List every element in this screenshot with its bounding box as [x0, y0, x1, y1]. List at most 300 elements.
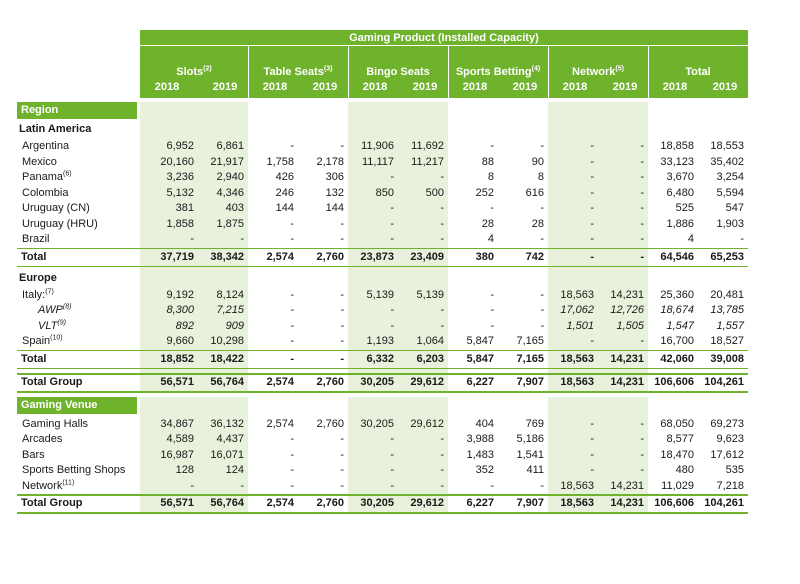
year-header: 2018 — [462, 81, 488, 93]
value-cell: 352 — [475, 464, 494, 476]
value-cell: 3,236 — [166, 171, 194, 183]
value-cell: 39,008 — [710, 352, 744, 365]
year-header: 2018 — [562, 81, 588, 93]
value-cell: 12,726 — [610, 304, 644, 316]
value-cell: 4,589 — [166, 433, 194, 445]
value-cell: 5,132 — [166, 186, 194, 199]
value-cell: 7,907 — [516, 497, 544, 509]
value-cell: 37,719 — [160, 250, 194, 263]
year-header: 2019 — [212, 81, 238, 93]
value-cell: - — [540, 479, 544, 492]
value-cell: 525 — [675, 202, 694, 214]
group-header-table-seats: Table Seats$^{(3)}$ — [263, 65, 333, 78]
value-cell: 13,785 — [710, 304, 744, 316]
value-cell: - — [390, 217, 394, 230]
row-label-gaming-halls: Gaming Halls — [22, 417, 89, 430]
grand-line-bottom — [17, 391, 748, 393]
value-cell: 252 — [475, 186, 494, 199]
value-cell: 1,758 — [266, 155, 294, 168]
value-cell: 7,218 — [716, 479, 744, 492]
value-cell: 11,217 — [411, 155, 444, 168]
value-cell: 9,623 — [716, 433, 744, 445]
value-cell: - — [290, 335, 294, 347]
total-line-top — [17, 248, 748, 249]
value-cell: 18,563 — [560, 352, 594, 365]
value-cell: - — [540, 202, 544, 214]
value-cell: - — [290, 140, 294, 152]
value-cell: 480 — [675, 464, 694, 476]
value-cell: 8,577 — [666, 433, 694, 445]
footnote-marker: (6) — [62, 170, 72, 178]
row-label-spain: Spain$^{(10)}$ — [22, 334, 63, 347]
total-label: Total — [21, 352, 47, 365]
value-cell: - — [340, 140, 344, 152]
value-cell: - — [440, 319, 444, 332]
value-cell: 64,546 — [660, 250, 694, 263]
value-cell: 769 — [525, 417, 544, 430]
value-cell: 18,563 — [560, 288, 594, 301]
value-cell: 68,050 — [660, 417, 694, 430]
section-header: Gaming Venue — [21, 398, 98, 411]
value-cell: 56,571 — [160, 497, 194, 509]
footnote-marker: (2) — [203, 65, 212, 73]
footnote-marker: (4) — [531, 65, 541, 73]
value-cell: 104,261 — [704, 375, 744, 388]
value-cell: 16,071 — [210, 448, 244, 461]
value-cell: 6,480 — [666, 186, 694, 199]
value-cell: - — [490, 319, 494, 332]
value-cell: - — [340, 335, 344, 347]
value-cell: 4,437 — [216, 433, 244, 445]
value-cell: - — [540, 304, 544, 316]
value-cell: 11,029 — [661, 479, 694, 492]
value-cell: 18,563 — [560, 497, 594, 509]
value-cell: - — [240, 479, 244, 492]
total-label: Total — [21, 250, 47, 263]
footnote-marker: (8) — [62, 303, 72, 311]
value-cell: 5,186 — [516, 433, 544, 445]
value-cell: - — [440, 304, 444, 316]
value-cell: 8 — [487, 171, 494, 183]
value-cell: 14,231 — [610, 288, 644, 301]
value-cell: 7,165 — [516, 352, 544, 365]
value-cell: - — [640, 464, 644, 476]
value-cell: 34,867 — [160, 417, 194, 430]
value-cell: 11,117 — [361, 155, 394, 168]
value-cell: - — [340, 288, 344, 301]
value-cell: 2,760 — [316, 250, 344, 263]
value-cell: 6,332 — [366, 352, 394, 365]
value-cell: 144 — [325, 202, 344, 214]
value-cell: 616 — [525, 186, 544, 199]
value-cell: 17,612 — [710, 448, 744, 461]
value-cell: - — [640, 171, 644, 183]
value-cell: 16,700 — [660, 335, 694, 347]
year-header: 2019 — [412, 81, 438, 93]
value-cell: 18,563 — [560, 375, 594, 388]
value-cell: - — [290, 304, 294, 316]
value-cell: 132 — [325, 186, 344, 199]
value-cell: - — [340, 433, 344, 445]
value-cell: 42,060 — [660, 352, 694, 365]
row-label-uruguay-hru: Uruguay (HRU) — [22, 217, 98, 230]
value-cell: 2,940 — [216, 171, 244, 183]
value-cell: 14,231 — [610, 352, 644, 365]
value-cell: 20,160 — [160, 155, 194, 168]
value-cell: 14,231 — [610, 479, 644, 492]
value-cell: - — [290, 479, 294, 492]
value-cell: 3,988 — [466, 433, 494, 445]
value-cell: 18,858 — [660, 140, 694, 152]
value-cell: 1,505 — [616, 319, 644, 332]
value-cell: 2,574 — [266, 375, 294, 388]
value-cell: 403 — [225, 202, 244, 214]
value-cell: 892 — [175, 319, 194, 332]
value-cell: - — [590, 155, 594, 168]
year-header: 2019 — [312, 81, 338, 93]
value-cell: - — [490, 304, 494, 316]
value-cell: 18,553 — [710, 140, 744, 152]
row-label-italy: Italy:$^{(7)}$ — [22, 287, 54, 301]
value-cell: - — [540, 140, 544, 152]
value-cell: - — [390, 433, 394, 445]
value-cell: - — [290, 233, 294, 245]
value-cell: 1,501 — [566, 319, 594, 332]
value-cell: - — [440, 217, 444, 230]
value-cell: 56,764 — [210, 375, 244, 388]
value-cell: 7,165 — [516, 335, 544, 347]
value-cell: - — [390, 464, 394, 476]
footnote-marker: (7) — [45, 287, 54, 295]
value-cell: 547 — [725, 202, 744, 214]
value-cell: - — [590, 233, 594, 245]
value-cell: - — [590, 171, 594, 183]
total-line-bottom — [17, 266, 748, 267]
value-cell: - — [240, 233, 244, 245]
value-cell: 36,132 — [210, 417, 244, 430]
value-cell: 1,064 — [416, 335, 444, 347]
value-cell: - — [740, 233, 744, 245]
value-cell: 1,547 — [666, 319, 694, 332]
group-header-total: Total — [685, 66, 711, 78]
value-cell: 14,231 — [610, 375, 644, 388]
value-cell: 56,571 — [160, 375, 194, 388]
value-cell: - — [590, 433, 594, 445]
value-cell: 381 — [175, 202, 194, 214]
value-cell: 30,205 — [360, 417, 394, 430]
value-cell: - — [590, 217, 594, 230]
footnote-marker: (11) — [62, 478, 75, 486]
value-cell: 2,178 — [316, 155, 344, 168]
value-cell: 18,470 — [660, 448, 694, 461]
year-header: 2018 — [662, 81, 688, 93]
value-cell: 11,906 — [361, 140, 394, 152]
row-label-awp: AWP$^{(8)}$ — [38, 303, 72, 316]
value-cell: - — [490, 288, 494, 301]
value-cell: - — [590, 417, 594, 430]
value-cell: - — [640, 417, 644, 430]
table-title: Gaming Product (Installed Capacity) — [349, 32, 539, 44]
value-cell: 7,215 — [216, 304, 244, 316]
value-cell: - — [340, 233, 344, 245]
value-cell: 104,261 — [704, 497, 744, 509]
value-cell: 4,346 — [216, 186, 244, 199]
value-cell: 124 — [225, 464, 244, 476]
value-cell: 3,254 — [716, 171, 744, 183]
value-cell: - — [490, 202, 494, 214]
value-cell: 16,987 — [160, 448, 194, 461]
value-cell: - — [390, 233, 394, 245]
year-header: 2018 — [362, 81, 388, 93]
year-header: 2018 — [262, 81, 288, 93]
row-label-panama: Panama$^{(6)}$ — [22, 170, 72, 183]
value-cell: 1,193 — [366, 335, 394, 347]
year-header: 2018 — [154, 81, 180, 93]
value-cell: 18,527 — [710, 335, 744, 347]
value-cell: - — [540, 288, 544, 301]
value-cell: - — [440, 479, 444, 492]
value-cell: 20,481 — [710, 288, 744, 301]
value-cell: - — [340, 464, 344, 476]
value-cell: 14,231 — [610, 497, 644, 509]
value-cell: 8 — [537, 171, 544, 183]
row-label-uruguay-cn: Uruguay (CN) — [22, 202, 90, 214]
value-cell: 28 — [531, 217, 544, 230]
row-label-argentina: Argentina — [22, 140, 70, 152]
value-cell: 6,227 — [466, 375, 494, 388]
value-cell: - — [440, 171, 444, 183]
value-cell: 380 — [475, 250, 494, 263]
value-cell: 6,203 — [416, 352, 444, 365]
value-cell: - — [440, 233, 444, 245]
value-cell: 8,124 — [216, 288, 244, 301]
value-cell: - — [640, 186, 644, 199]
value-cell: - — [290, 464, 294, 476]
value-cell: 1,557 — [716, 319, 744, 332]
value-cell: 2,760 — [316, 417, 344, 430]
value-cell: - — [190, 479, 194, 492]
value-cell: 106,606 — [654, 497, 694, 509]
value-cell: 1,875 — [216, 217, 244, 230]
value-cell: 9,192 — [166, 288, 194, 301]
value-cell: 5,594 — [716, 186, 744, 199]
footnote-marker: (5) — [615, 65, 624, 73]
value-cell: - — [640, 217, 644, 230]
grand-line-bottom — [17, 512, 748, 514]
value-cell: 33,123 — [660, 155, 694, 168]
group-header-slots: Slots$^{(2)}$ — [176, 65, 212, 78]
value-cell: 38,342 — [210, 250, 244, 263]
value-cell: - — [640, 335, 644, 347]
row-label-mexico: Mexico — [22, 155, 57, 168]
value-cell: 18,422 — [210, 352, 244, 365]
value-cell: 29,612 — [410, 497, 444, 509]
value-cell: 4 — [487, 233, 494, 245]
value-cell: - — [390, 319, 394, 332]
year-header: 2019 — [712, 81, 738, 93]
value-cell: - — [290, 433, 294, 445]
value-cell: - — [290, 217, 294, 230]
row-label-arcades: Arcades — [22, 433, 63, 445]
value-cell: - — [390, 171, 394, 183]
value-cell: 850 — [375, 186, 394, 199]
value-cell: 18,563 — [560, 479, 594, 492]
row-label-colombia: Colombia — [22, 186, 69, 199]
value-cell: 29,612 — [410, 375, 444, 388]
value-cell: - — [390, 479, 394, 492]
value-cell: 2,574 — [266, 250, 294, 263]
value-cell: - — [590, 464, 594, 476]
value-cell: 7,907 — [516, 375, 544, 388]
footnote-marker: (10) — [50, 334, 63, 342]
row-label-brazil: Brazil — [22, 233, 50, 245]
value-cell: 18,852 — [160, 352, 194, 365]
value-cell: 3,670 — [666, 171, 694, 183]
value-cell: - — [590, 250, 594, 263]
value-cell: 23,873 — [360, 250, 394, 263]
value-cell: - — [290, 288, 294, 301]
value-cell: - — [590, 202, 594, 214]
row-label-bars: Bars — [22, 448, 45, 461]
value-cell: - — [340, 479, 344, 492]
value-cell: - — [340, 217, 344, 230]
value-cell: - — [640, 233, 644, 245]
value-cell: - — [340, 304, 344, 316]
value-cell: - — [390, 202, 394, 214]
total-group-label: Total Group — [21, 375, 83, 388]
value-cell: 6,227 — [466, 497, 494, 509]
value-cell: 246 — [275, 186, 294, 199]
value-cell: 5,139 — [366, 288, 394, 301]
value-cell: 909 — [225, 319, 244, 332]
value-cell: 2,760 — [316, 497, 344, 509]
value-cell: 5,847 — [466, 335, 494, 347]
value-cell: - — [590, 448, 594, 461]
value-cell: 18,674 — [660, 304, 694, 316]
value-cell: - — [640, 433, 644, 445]
total-group-label: Total Group — [21, 497, 83, 509]
value-cell: - — [590, 140, 594, 152]
value-cell: 2,760 — [316, 375, 344, 388]
value-cell: - — [640, 250, 644, 263]
value-cell: 106,606 — [654, 375, 694, 388]
value-cell: - — [440, 448, 444, 461]
value-cell: - — [440, 433, 444, 445]
value-cell: 69,273 — [710, 417, 744, 430]
value-cell: - — [340, 352, 344, 365]
value-cell: 500 — [425, 186, 444, 199]
value-cell: 65,253 — [710, 250, 744, 263]
value-cell: 306 — [325, 171, 344, 183]
value-cell: - — [290, 448, 294, 461]
total-line-top — [17, 350, 748, 351]
value-cell: - — [590, 335, 594, 347]
region-subheader: Europe — [19, 271, 57, 284]
value-cell: 30,205 — [360, 375, 394, 388]
value-cell: - — [290, 352, 294, 365]
value-cell: - — [640, 140, 644, 152]
value-cell: 56,764 — [210, 497, 244, 509]
group-header-network: Network$^{(5)}$ — [572, 65, 624, 78]
footnote-marker: (3) — [323, 65, 333, 73]
value-cell: 28 — [481, 217, 494, 230]
value-cell: - — [190, 233, 194, 245]
value-cell: - — [390, 304, 394, 316]
value-cell: - — [590, 186, 594, 199]
value-cell: 29,612 — [410, 417, 444, 430]
value-cell: 1,903 — [716, 217, 744, 230]
value-cell: 535 — [725, 464, 744, 476]
footnote-marker: (9) — [57, 318, 66, 326]
group-header-sports-betting: Sports Betting$^{(4)}$ — [455, 65, 541, 78]
value-cell: - — [390, 448, 394, 461]
value-cell: 30,205 — [360, 497, 394, 509]
row-label-vlt: VLT$^{(9)}$ — [38, 318, 66, 332]
value-cell: 404 — [475, 417, 494, 430]
value-cell: 25,360 — [660, 288, 694, 301]
value-cell: 17,062 — [560, 304, 594, 316]
value-cell: - — [490, 479, 494, 492]
value-cell: - — [290, 319, 294, 332]
value-cell: 5,847 — [466, 352, 494, 365]
value-cell: 1,858 — [166, 217, 194, 230]
value-cell: - — [540, 233, 544, 245]
value-cell: 1,483 — [466, 448, 494, 461]
value-cell: 411 — [526, 464, 544, 476]
value-cell: 6,861 — [216, 140, 244, 152]
value-cell: 90 — [531, 155, 544, 168]
region-subheader: Latin America — [19, 123, 92, 135]
total-line-bottom — [17, 368, 748, 369]
value-cell: 23,409 — [410, 250, 444, 263]
value-cell: - — [440, 202, 444, 214]
year-header: 2019 — [512, 81, 538, 93]
value-cell: 10,298 — [210, 335, 244, 347]
value-cell: - — [640, 155, 644, 168]
value-cell: - — [640, 448, 644, 461]
value-cell: 11,692 — [411, 140, 444, 152]
year-header: 2019 — [612, 81, 638, 93]
row-label-network: Network$^{(11)}$ — [22, 478, 75, 492]
value-cell: 426 — [275, 171, 294, 183]
value-cell: 6,952 — [166, 140, 194, 152]
value-cell: - — [440, 464, 444, 476]
row-label-sports-betting-shops: Sports Betting Shops — [22, 464, 126, 476]
value-cell: 21,917 — [210, 155, 244, 168]
value-cell: 5,139 — [416, 288, 444, 301]
value-cell: 9,660 — [166, 335, 194, 347]
value-cell: 8,300 — [166, 304, 194, 316]
value-cell: 35,402 — [710, 155, 744, 168]
value-cell: 742 — [525, 250, 544, 263]
value-cell: 1,541 — [516, 448, 544, 461]
value-cell: 128 — [175, 464, 194, 476]
section-header: Region — [21, 104, 59, 116]
value-cell: - — [340, 448, 344, 461]
header-divider — [140, 45, 748, 46]
group-header-bingo-seats: Bingo Seats — [366, 66, 430, 78]
value-cell: 144 — [275, 202, 294, 214]
value-cell: - — [540, 319, 544, 332]
value-cell: 2,574 — [266, 417, 294, 430]
value-cell: - — [340, 319, 344, 332]
value-cell: 88 — [481, 155, 494, 168]
value-cell: 1,886 — [666, 217, 694, 230]
value-cell: 4 — [687, 233, 694, 245]
value-cell: - — [490, 140, 494, 152]
value-cell: - — [640, 202, 644, 214]
value-cell: 2,574 — [266, 497, 294, 509]
